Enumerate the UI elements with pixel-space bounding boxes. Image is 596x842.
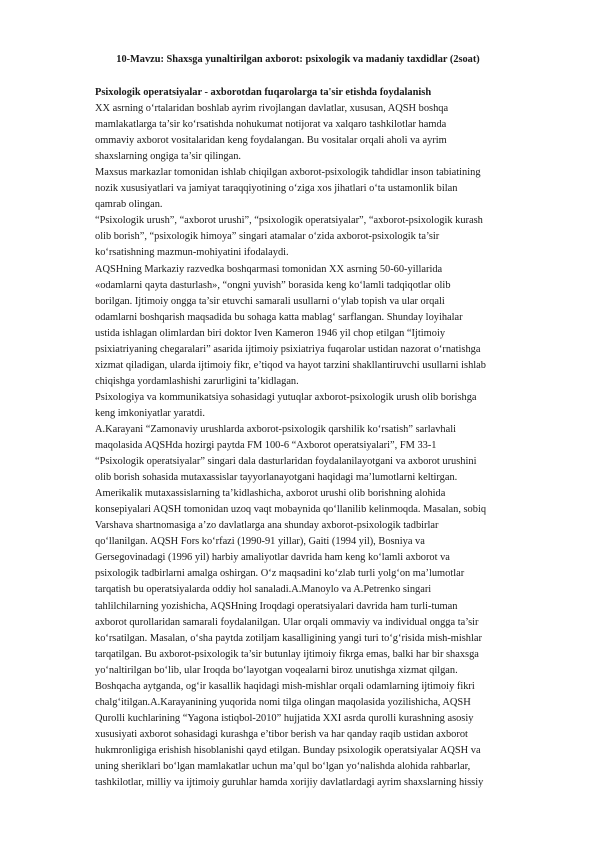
- paragraph-line: mamlakatlarga ta’sir ko‘rsatishda nohukumat notijorat va xalqaro tashkilotlar hamda: [95, 119, 447, 131]
- paragraph-line: shaxslarning ongiga ta’sir qilingan.: [95, 151, 242, 163]
- paragraph-line: tarqatish bu operatsiyalarda oddiy hol sanaladi.A.Manoylo va A.Petrenko singari: [95, 584, 432, 596]
- paragraph-line: xizmat qiladigan, ularda ijtimoiy fikr, e’tiqod va hayot tarzini shakllantiruvchi usullarni ishlab: [95, 359, 486, 371]
- paragraph-line: Psixologiya va kommunikatsiya sohasidagi yutuqlar axborot-psixologik urush olib borishga: [95, 391, 477, 403]
- paragraph-line: chalg‘itilgan.A.Karayanining yuqorida nomi tilga olingan maqolasida yozilishicha, AQSH: [95, 696, 471, 708]
- paragraph-line: chiqishga yordamlashishi zarurligini ta’kidlagan.: [95, 375, 299, 387]
- paragraph-line: XX asrning o‘rtalaridan boshlab ayrim rivojlangan davlatlar, xususan, AQSH boshqa: [95, 103, 449, 115]
- paragraph-line: borilgan. Ijtimoiy ongga ta’sir etuvchi samarali usullarni o‘ylab topish va ular orqali: [95, 295, 445, 307]
- paragraph-line: nozik xususiyatlari va jamiyat taraqqiyotining o‘ziga xos jihatlari o‘ta ustamonlik bilan: [95, 183, 458, 195]
- paragraph-line: axborot qurollaridan samarali foydalanilgan. Ular orqali ommaviy va individual ongga ta’sir: [95, 616, 479, 628]
- paragraph-line: hukmronligiga erishish hisoblanishi qayd etilgan. Bunday psixologik operatsiyalar AQSH va: [95, 744, 481, 756]
- paragraph-line: qo‘llanilgan. AQSH Fors ko‘rfazi (1990-91 yillar), Gaiti (1994 yil), Bosniya va: [95, 536, 425, 548]
- paragraph-line: AQSHning Markaziy razvedka boshqarmasi tomonidan XX asrning 50-60-yillarida: [95, 263, 443, 275]
- paragraph-line: olib borish”, “psixologik himoya” singari atamalar o‘zida axborot-psixologik ta’sir: [95, 231, 440, 243]
- paragraph-line: Varshava shartnomasiga a’zo davlatlarga ana shunday axborot-psixologik tadbirlar: [95, 520, 439, 532]
- paragraph-line: xususiyati axborot sohasidagi kurashga e’tibor berish va har qanday raqib ustidan axborot: [95, 728, 468, 740]
- paragraph-line: tashkilotlar, milliy va ijtimoiy guruhlar hamda xorijiy davlatlardagi ayrim shaxslarning hissiy: [95, 777, 484, 789]
- paragraph-line: Gersegovinadagi (1996 yil) harbiy amaliyotlar davrida ham keng ko‘lamli axborot va: [95, 552, 450, 564]
- paragraph-line: «odamlarni qayta dasturlash», “ongni yuvish” borasida keng ko‘lamli tadqiqotlar olib: [95, 279, 451, 291]
- paragraph-line: uning sheriklari bo‘lgan mamlakatlar uchun ma’qul bo‘lgan yo‘nalishda alohida rahbarlar,: [95, 760, 471, 772]
- paragraph-line: tahlilchilarning yozishicha, AQSHning Iroqdagi operatsiyalari davrida ham turli-tuman: [95, 600, 458, 612]
- paragraph-line: keng imkoniyatlar yaratdi.: [95, 407, 205, 419]
- paragraph-line: Boshqacha aytganda, og‘ir kasallik haqidagi mish-mishlar orqali odamlarning ijtimoiy fikri: [95, 680, 475, 692]
- paragraph-line: ko‘rsatishning mazmun-mohiyatini ifodalaydi.: [95, 247, 289, 259]
- document-body: [95, 85, 569, 791]
- paragraph-line: olib borish sohasida mutaxassislar tayyorlanayotgani haqidagi ma’lumotlarni keltirgan.: [95, 472, 458, 484]
- paragraph-line: konsepiyalari AQSH tomonidan uzoq vaqt mobaynida qo‘llanilib kelinmoqda. Masalan, sobiq: [95, 504, 487, 516]
- paragraph-line: tarqatilgan. Bu axborot-psixologik ta’sir butunlay ijtimoiy fikrga emas, balki har bir shaxsga: [95, 648, 479, 660]
- paragraph-line: ustida ishlagan olimlardan biri doktor Iven Kameron 1946 yil chop etilgan “Ijtimoiy: [95, 327, 446, 339]
- paragraph-line: ko‘rsatilgan. Masalan, o‘sha paytda zotiljam kasalligining yangi turi to‘g‘risida mish-mishlar: [95, 632, 482, 644]
- paragraph-line: maqolasida AQSHda hozirgi paytda FM 100-6 “Axborot operatsiyalari”, FM 33-1: [95, 440, 437, 452]
- paragraph-line: odamlarni boshqarish maqsadida bu sohaga katta mablag‘ sarflangan. Shunday loyihalar: [95, 311, 463, 323]
- paragraph-line: qamrab olingan.: [95, 199, 163, 211]
- paragraph-line: yo‘naltirilgan bo‘lib, ular Iroqda bo‘layotgan voqealarni biroz unutishga xizmat qilgan.: [95, 664, 458, 676]
- paragraph-line: Amerikalik mutaxassislarning ta’kidlashicha, axborot urushi olib borishning alohida: [95, 488, 446, 500]
- paragraph-line: “Psixologik urush”, “axborot urushi”, “psixologik operatsiyalar”, “axborot-psixologik kurash: [95, 215, 483, 227]
- section-heading: Psixologik operatsiyalar - axborotdan fuqarolarga ta'sir etishda foydalanish: [95, 87, 432, 98]
- paragraph-line: Maxsus markazlar tomonidan ishlab chiqilgan axborot-psixologik tahdidlar inson tabiatining: [95, 167, 481, 179]
- paragraph-line: Qurolli kuchlarining “Yagona istiqbol-2010” hujjatida XXI asrda qurolli kurashning asosiy: [95, 712, 474, 724]
- paragraph-line: psixologik tadbirlarni amalga oshirgan. O‘z maqsadini ko‘zlab turli yolg‘on ma’lumotlar: [95, 568, 465, 580]
- document-title: 10-Mavzu: Shaxsga yunaltirilgan axborot: psixologik va madaniy taxdidlar (2soat): [116, 54, 480, 65]
- paragraph-line: A.Karayani “Zamonaviy urushlarda axborot-psixologik qarshilik ko‘rsatish” sarlavhali: [95, 423, 456, 435]
- paragraph-line: psixiatriyaning chegaralari” asarida ijtimoiy psixiatriya fuqarolar ustidan nazorat o‘rnatishga: [95, 343, 481, 355]
- paragraph-line: “Psixologik operatsiyalar” singari dala dasturlaridan foydalanilayotgani va axborot urushini: [95, 456, 477, 468]
- paragraph-line: ommaviy axborot vositalaridan keng foydalangan. Bu vositalar orqali aholi va ayrim: [95, 135, 447, 147]
